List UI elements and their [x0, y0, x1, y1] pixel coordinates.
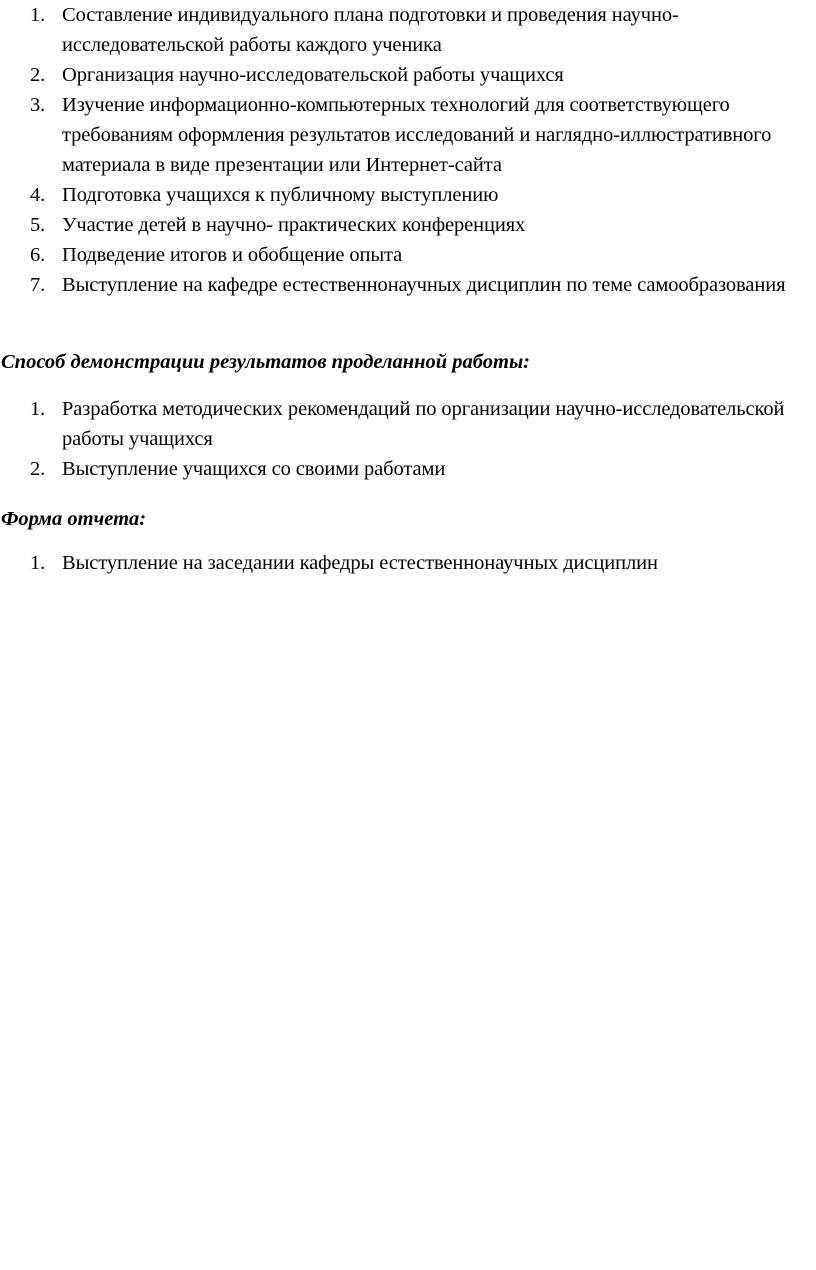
activities-list — [0, 0, 816, 300]
list-item-text: Составление индивидуального плана подготовки и проведения научно-исследовательской работы каждого ученика — [62, 4, 679, 56]
list-item — [0, 60, 816, 90]
list-item-text: Изучение информационно-компьютерных технологий для соответствующего требованиям оформления результатов исследований и наглядно-иллюстративного материала в виде презентации или Интернет-сайта — [62, 94, 772, 176]
list-item — [0, 0, 816, 60]
list-item — [0, 180, 816, 210]
list-item-number: 6. — [30, 244, 46, 266]
list-item — [0, 240, 816, 270]
list-item — [0, 548, 816, 578]
list-item-number: 3. — [30, 94, 46, 116]
list-item — [0, 270, 816, 300]
list-item-number: 7. — [30, 274, 46, 296]
list-item-number: 5. — [30, 214, 46, 236]
list-item — [0, 394, 816, 454]
list-item-text: Участие детей в научно- практических конференциях — [62, 214, 526, 236]
section-heading-report-form: Форма отчета: — [1, 508, 147, 530]
demonstration-list — [0, 394, 816, 484]
list-item-text: Подведение итогов и обобщение опыта — [62, 244, 403, 266]
list-item-text: Выступление учащихся со своими работами — [62, 458, 446, 480]
list-item-text: Выступление на заседании кафедры естественнонаучных дисциплин — [62, 552, 658, 574]
list-item-number: 4. — [30, 184, 46, 206]
list-item-number: 2. — [30, 64, 46, 86]
list-item-number: 1. — [30, 4, 46, 26]
list-item-number: 2. — [30, 458, 46, 480]
list-item — [0, 210, 816, 240]
list-item-text: Разработка методических рекомендаций по организации научно-исследовательской работы учащихся — [62, 398, 785, 450]
list-item — [0, 454, 816, 484]
list-item — [0, 90, 816, 180]
list-item-text: Подготовка учащихся к публичному выступлению — [62, 184, 499, 206]
section-heading-demonstration: Способ демонстрации результатов проделанной работы: — [1, 351, 531, 373]
list-item-number: 1. — [30, 398, 46, 420]
list-item-number: 1. — [30, 552, 46, 574]
report-form-list — [0, 548, 816, 578]
list-item-text: Организация научно-исследовательской работы учащихся — [62, 64, 564, 86]
list-item-text: Выступление на кафедре естественнонаучных дисциплин по теме самообразования — [62, 274, 786, 296]
